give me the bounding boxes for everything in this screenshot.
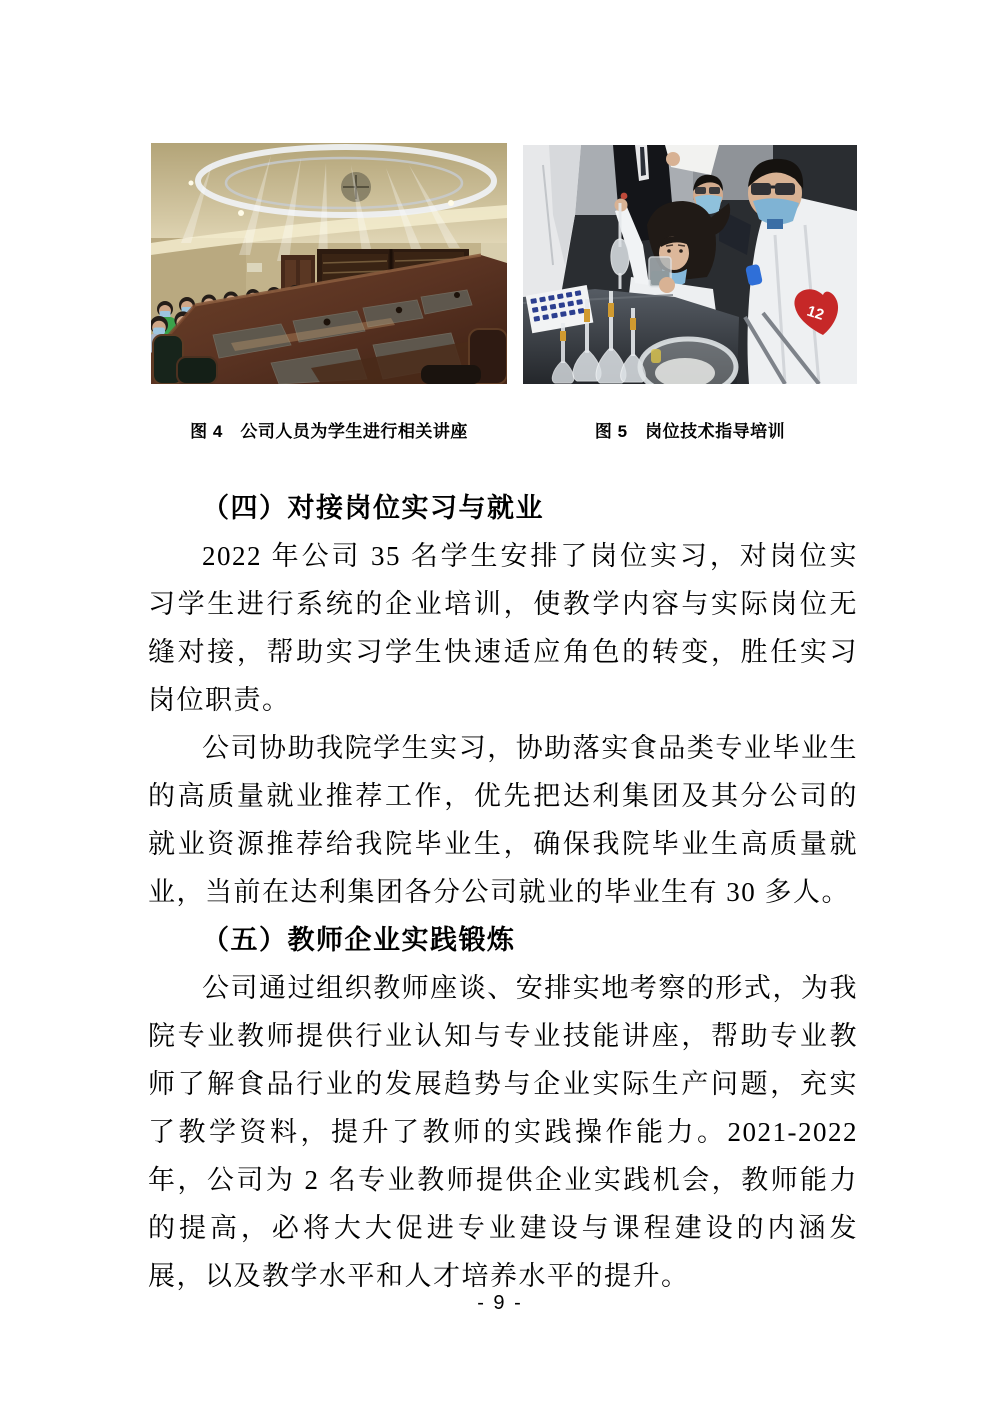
tag-number: 12 — [804, 302, 826, 324]
figure-training-photo — [523, 145, 857, 384]
captions-row — [151, 421, 857, 443]
section-heading-5: （五）教师企业实践锻炼 — [202, 925, 516, 955]
figure-4-caption: 图 4 公司人员为学生进行相关讲座 — [190, 422, 468, 441]
paragraph-employment: 公司协助我院学生实习，协助落实食品类专业毕业生的高质量就业推荐工作，优先把达利集团及其分公司的就业资源推荐给我院毕业生，确保我院毕业生高质量就业，当前在达利集团各分公司就业的毕业生有 30 多人。 — [148, 733, 858, 907]
figures-row — [151, 143, 857, 384]
page-number: - 9 - — [477, 1292, 523, 1314]
glass-beaker — [640, 339, 736, 384]
paragraph-internship: 2022 年公司 35 名学生安排了岗位实习，对岗位实习学生进行系统的企业培训，使教学内容与实际岗位无缝对接，帮助实习学生快速适应角色的转变，胜任实习岗位职责。 — [148, 541, 858, 715]
section-heading-4: （四）对接岗位实习与就业 — [202, 493, 544, 523]
paragraph-teacher-practice: 公司通过组织教师座谈、安排实地考察的形式，为我院专业教师提供行业认知与专业技能讲座，帮助专业教师了解食品行业的发展趋势与企业实际生产问题，充实了教学资料，提升了教师的实践操作能力。2021-2022 年，公司为 2 名专业教师提供企业实践机会，教师能力的提高，必将大大促进专业建设与课程建设的内涵发展，以及教学水平和人才培养水平的提升。 — [148, 973, 858, 1291]
figure-5-caption: 图 5 岗位技术指导培训 — [594, 422, 786, 441]
sample-cup — [649, 257, 675, 293]
lecture-room-illustration — [151, 143, 507, 384]
figure-lecture-photo — [151, 143, 507, 384]
lab-training-illustration — [523, 145, 857, 384]
document-body — [148, 484, 858, 1300]
